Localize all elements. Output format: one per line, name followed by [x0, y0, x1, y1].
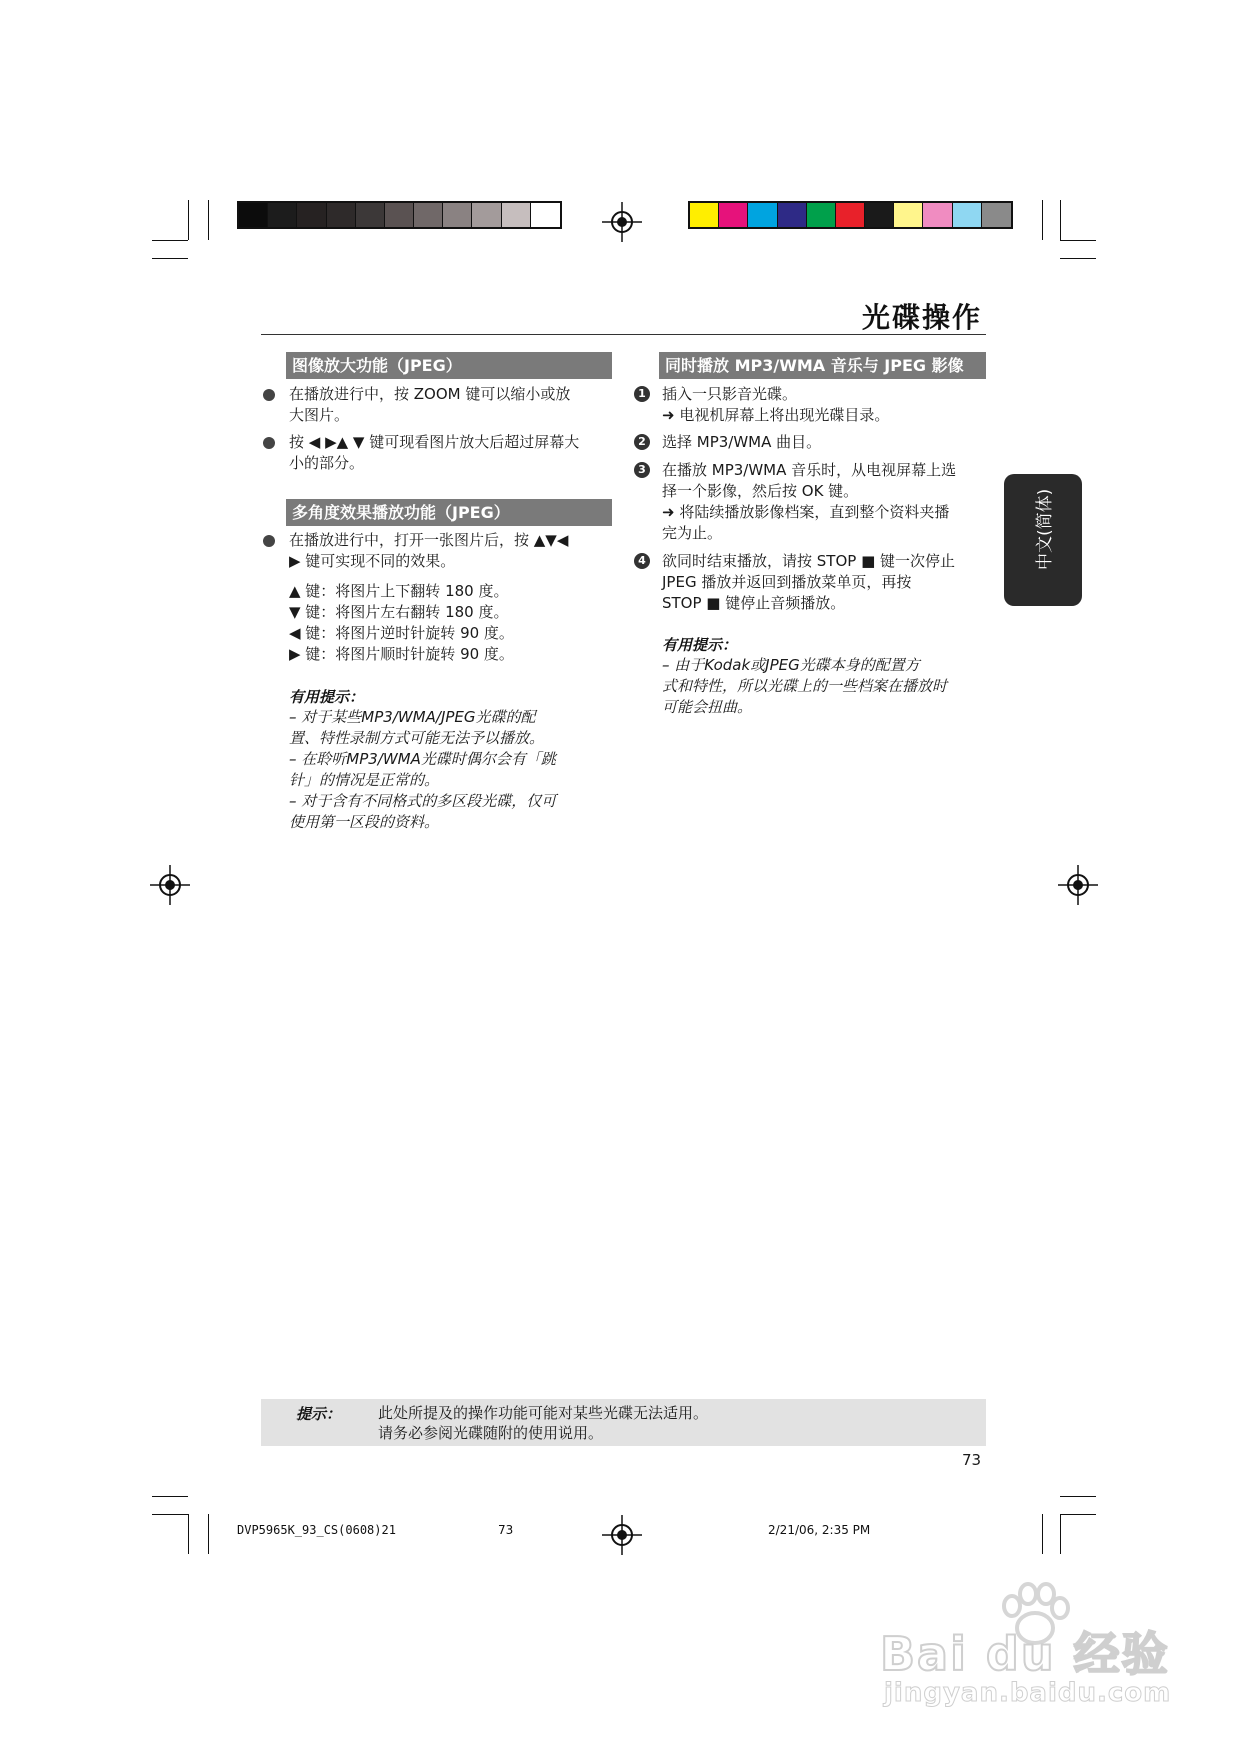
- angle-text: ▶ 键可实现不同的效果。: [289, 552, 456, 570]
- step-text: JPEG 播放并返回到播放菜单页，再按: [662, 573, 912, 591]
- bullet-icon: [263, 535, 275, 547]
- registration-target-icon: [602, 1515, 642, 1555]
- crop-mark: [1060, 258, 1096, 259]
- color-swatch: [865, 203, 894, 227]
- step-text: 择一个影像，然后按 OK 键。: [662, 482, 859, 500]
- note-text: 此处所提及的操作功能可能对某些光碟无法适用。: [378, 1404, 709, 1422]
- angle-key-line: ▲ 键：将图片上下翻转 180 度。: [289, 582, 509, 600]
- color-swatch: [807, 203, 836, 227]
- color-swatch: [502, 203, 531, 227]
- color-swatch: [748, 203, 777, 227]
- step-number-icon: 3: [634, 462, 650, 478]
- tip-line: 使用第一区段的资料。: [289, 813, 440, 831]
- page-title: 光碟操作: [861, 301, 982, 334]
- zoom-text: 在播放进行中，按 ZOOM 键可以缩小或放: [289, 385, 571, 403]
- zoom-text: 小的部分。: [289, 454, 365, 472]
- crop-mark: [208, 200, 209, 240]
- crop-mark: [1060, 1514, 1061, 1554]
- tips-title: 有用提示：: [662, 636, 738, 654]
- footer-filename: DVP5965K_93_CS(0608)21: [237, 1523, 396, 1537]
- crop-mark: [152, 1496, 188, 1497]
- watermark-logo: [880, 1580, 1200, 1710]
- color-swatch: [414, 203, 443, 227]
- step-text: STOP ■ 键停止音频播放。: [662, 594, 846, 612]
- crop-mark: [188, 1514, 189, 1554]
- step-number-icon: 1: [634, 386, 650, 402]
- footer-page: 73: [498, 1523, 514, 1537]
- registration-target-icon: [150, 865, 190, 905]
- step-text: 插入一只影音光碟。: [662, 385, 798, 403]
- watermark-url: jingyan.baidu.com: [884, 1678, 1172, 1708]
- color-swatch: [923, 203, 952, 227]
- color-swatch: [690, 203, 719, 227]
- watermark-brand: Bai du 经验: [880, 1627, 1170, 1681]
- color-swatch: [836, 203, 865, 227]
- crop-mark: [1060, 200, 1061, 240]
- step-text: 在播放 MP3/WMA 音乐时，从电视屏幕上选: [662, 461, 957, 479]
- registration-target-icon: [602, 202, 642, 242]
- title-rule: [261, 334, 986, 335]
- step-text: ➜ 电视机屏幕上将出现光碟目录。: [662, 406, 890, 424]
- footer-date: 2/21/06, 2:35 PM: [768, 1523, 871, 1537]
- bullet-icon: [263, 437, 275, 449]
- crop-mark: [1060, 1514, 1096, 1515]
- angle-key-line: ◀ 键：将图片逆时针旋转 90 度。: [289, 624, 514, 642]
- tip-line: – 在聆听MP3/WMA光碟时偶尔会有「跳: [289, 750, 556, 768]
- color-swatch: [778, 203, 807, 227]
- step-text: ➜ 将陆续播放影像档案，直到整个资料夹播: [662, 503, 950, 521]
- tip-line: 置、特性录制方式可能无法予以播放。: [289, 729, 545, 747]
- page-number: 73: [962, 1451, 982, 1469]
- section-heading-mp3-jpeg: 同时播放 MP3/WMA 音乐与 JPEG 影像: [659, 352, 986, 379]
- tip-line: 可能会扭曲。: [662, 698, 753, 716]
- step-text: 选择 MP3/WMA 曲目。: [662, 433, 822, 451]
- grayscale-bar: [237, 201, 562, 229]
- tips-title: 有用提示：: [289, 688, 365, 706]
- step-text: 欲同时结束播放，请按 STOP ■ 键一次停止: [662, 552, 956, 570]
- crop-mark: [188, 200, 189, 240]
- color-swatch: [356, 203, 385, 227]
- crop-mark: [1042, 1514, 1043, 1554]
- section-heading-angle: 多角度效果播放功能（JPEG）: [286, 499, 612, 526]
- color-swatch: [953, 203, 982, 227]
- language-tab-label: 中文(简体): [1035, 488, 1055, 570]
- note-label: 提示：: [296, 1405, 342, 1423]
- tip-line: 针」的情况是正常的。: [289, 771, 440, 789]
- color-bar: [688, 201, 1013, 229]
- section-heading-zoom: 图像放大功能（JPEG）: [286, 352, 612, 379]
- color-swatch: [327, 203, 356, 227]
- color-swatch: [268, 203, 297, 227]
- color-swatch: [894, 203, 923, 227]
- step-number-icon: 2: [634, 434, 650, 450]
- crop-mark: [1060, 240, 1096, 241]
- registration-target-icon: [1058, 865, 1098, 905]
- angle-key-line: ▶ 键：将图片顺时针旋转 90 度。: [289, 645, 514, 663]
- angle-text: 在播放进行中，打开一张图片后，按 ▲▼◀: [289, 531, 569, 549]
- crop-mark: [1060, 1496, 1096, 1497]
- bullet-icon: [263, 389, 275, 401]
- color-swatch: [297, 203, 326, 227]
- zoom-text: 大图片。: [289, 406, 350, 424]
- crop-mark: [208, 1514, 209, 1554]
- color-swatch: [719, 203, 748, 227]
- color-swatch: [385, 203, 414, 227]
- tip-line: 式和特性，所以光碟上的一些档案在播放时: [662, 677, 948, 695]
- step-text: 完为止。: [662, 524, 723, 542]
- crop-mark: [1042, 200, 1043, 240]
- crop-mark: [152, 258, 188, 259]
- crop-mark: [152, 240, 188, 241]
- tip-line: – 对于某些MP3/WMA/JPEG光碟的配: [289, 708, 536, 726]
- note-text: 请务必参阅光碟随附的使用说用。: [378, 1424, 604, 1442]
- crop-mark: [152, 1514, 188, 1515]
- zoom-text: 按 ◀ ▶▲ ▼ 键可现看图片放大后超过屏幕大: [289, 433, 580, 451]
- tip-line: – 对于含有不同格式的多区段光碟，仅可: [289, 792, 557, 810]
- color-swatch: [472, 203, 501, 227]
- angle-key-line: ▼ 键：将图片左右翻转 180 度。: [289, 603, 509, 621]
- color-swatch: [982, 203, 1011, 227]
- step-number-icon: 4: [634, 553, 650, 569]
- color-swatch: [443, 203, 472, 227]
- color-swatch: [239, 203, 268, 227]
- color-swatch: [531, 203, 560, 227]
- tip-line: – 由于Kodak或JPEG光碟本身的配置方: [662, 656, 920, 674]
